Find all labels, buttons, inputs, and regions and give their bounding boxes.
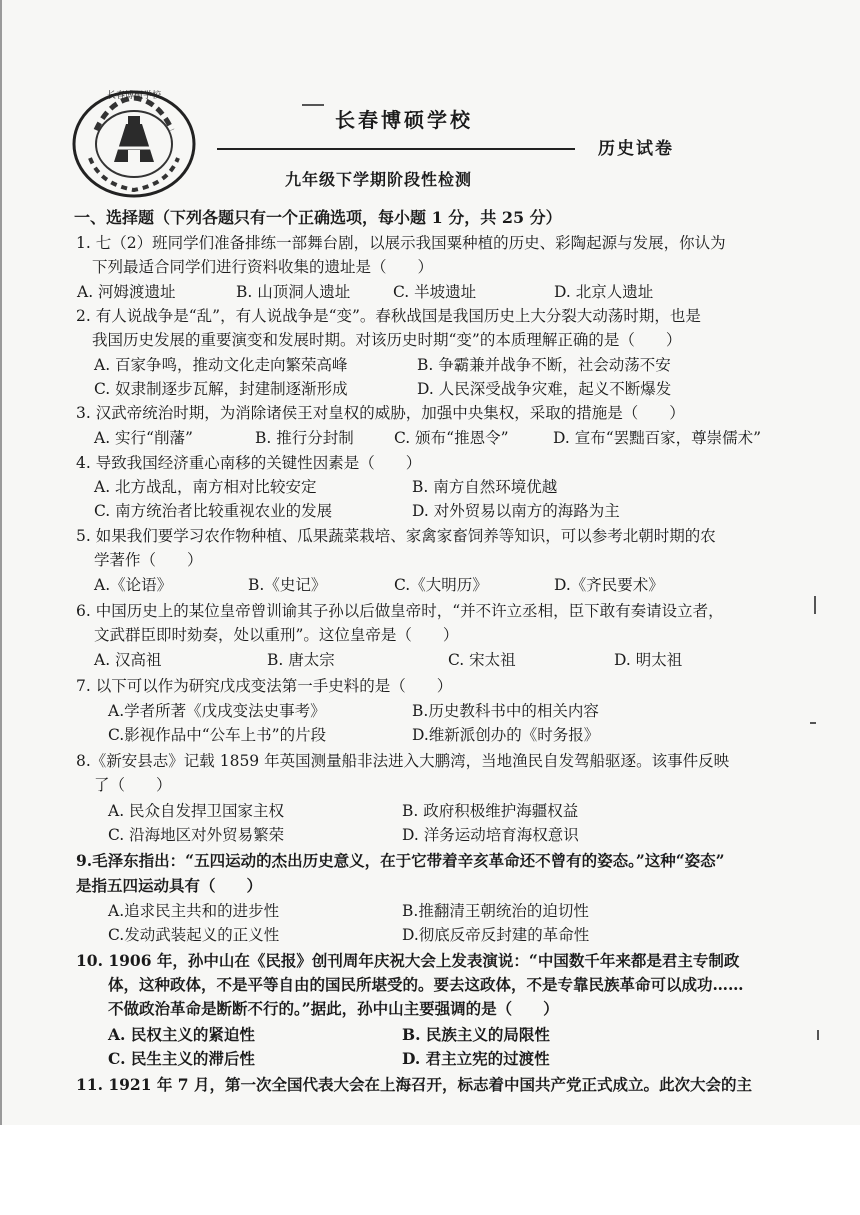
question-10-stem-line-2: 体，这种政体，不是平等自由的国民所堪受的。要去这政体，不是专靠民族革命可以成功…… bbox=[108, 975, 744, 994]
question-2-option-a: A. 百家争鸣，推动文化走向繁荣高峰 bbox=[94, 356, 348, 374]
question-5-stem-line-2: 学著作（ ） bbox=[94, 551, 203, 569]
question-1-option-d: D. 北京人遗址 bbox=[554, 283, 654, 301]
header-rule bbox=[217, 148, 575, 150]
question-5-option-b: B.《史记》 bbox=[248, 576, 327, 594]
question-1-stem-line-1: 1. 七（2）班同学们准备排练一部舞台剧，以展示我国粟种植的历史、彩陶起源与发展，你认为 bbox=[76, 234, 726, 252]
question-10-option-b: B. 民族主义的局限性 bbox=[402, 1025, 550, 1044]
section-heading: 一、选择题（下列各题只有一个正确选项，每小题 1 分，共 25 分） bbox=[74, 208, 562, 227]
paper-label: 历史试卷 bbox=[598, 139, 674, 159]
question-4-option-b: B. 南方自然环境优越 bbox=[412, 478, 558, 496]
question-6-stem-line-1: 6. 中国历史上的某位皇帝曾训谕其子孙以后做皇帝时，“并不许立丞相，臣下敢有奏请设立者， bbox=[76, 602, 724, 620]
question-6-option-a: A. 汉高祖 bbox=[94, 651, 162, 669]
question-9-option-a: A.追求民主共和的进步性 bbox=[108, 902, 280, 920]
scan-mark bbox=[817, 1030, 819, 1040]
question-6-option-c: C. 宋太祖 bbox=[448, 651, 516, 669]
question-1-stem-line-2: 下列最适合同学们进行资料收集的遗址是（ ） bbox=[92, 258, 434, 276]
question-9-option-d: D.彻底反帝反封建的革命性 bbox=[402, 926, 590, 944]
question-8-option-c: C. 沿海地区对外贸易繁荣 bbox=[108, 826, 285, 844]
question-3-option-a: A. 实行“削藩” bbox=[94, 429, 193, 447]
question-2-option-c: C. 奴隶制逐步瓦解，封建制逐渐形成 bbox=[94, 380, 348, 398]
question-7-option-b: B.历史教科书中的相关内容 bbox=[412, 702, 599, 720]
question-7-option-d: D.维新派创办的《时务报》 bbox=[412, 726, 600, 744]
question-3-option-c: C. 颁布“推恩令” bbox=[394, 429, 509, 447]
question-8-option-a: A. 民众自发捍卫国家主权 bbox=[108, 802, 285, 820]
question-11-stem: 11. 1921 年 7 月，第一次全国代表大会在上海召开，标志着中国共产党正式成立。此次大会的主 bbox=[76, 1075, 752, 1094]
question-6-option-b: B. 唐太宗 bbox=[267, 651, 335, 669]
question-6-stem-line-2: 文武群臣即时劾奏，处以重刑”。这位皇帝是（ ） bbox=[94, 626, 459, 644]
question-2-option-d: D. 人民深受战争灾难，起义不断爆发 bbox=[417, 380, 672, 398]
question-10-option-d: D. 君主立宪的过渡性 bbox=[402, 1049, 550, 1068]
question-8-option-b: B. 政府积极维护海疆权益 bbox=[402, 802, 579, 820]
header-dash bbox=[302, 104, 324, 106]
question-9-stem-line-2: 是指五四运动具有（ ） bbox=[76, 876, 263, 895]
question-3-option-b: B. 推行分封制 bbox=[255, 429, 354, 447]
question-2-stem-line-2: 我国历史发展的重要演变和发展时期。对该历史时期“变”的本质理解正确的是（ ） bbox=[92, 331, 682, 349]
question-5-option-d: D.《齐民要术》 bbox=[554, 576, 664, 594]
question-2-option-b: B. 争霸兼并战争不断，社会动荡不安 bbox=[417, 356, 671, 374]
school-seal-icon bbox=[70, 88, 198, 200]
question-4-option-a: A. 北方战乱，南方相对比较安定 bbox=[94, 478, 317, 496]
question-1-option-c: C. 半坡遗址 bbox=[393, 283, 477, 301]
question-4-option-d: D. 对外贸易以南方的海路为主 bbox=[412, 502, 620, 520]
question-1-option-a: A. 河姆渡遗址 bbox=[77, 283, 176, 301]
question-10-stem-line-3: 不做政治革命是断断不行的。”据此，孙中山主要强调的是（ ） bbox=[108, 999, 559, 1018]
question-10-option-a: A. 民权主义的紧迫性 bbox=[108, 1025, 255, 1044]
question-8-stem-line-2: 了（ ） bbox=[94, 776, 172, 794]
scan-mark bbox=[814, 596, 816, 614]
question-4-stem: 4. 导致我国经济重心南移的关键性因素是（ ） bbox=[76, 454, 422, 472]
question-9-option-b: B.推翻清王朝统治的迫切性 bbox=[402, 902, 589, 920]
question-5-option-a: A.《论语》 bbox=[94, 576, 173, 594]
question-9-option-c: C.发动武装起义的正义性 bbox=[108, 926, 280, 944]
question-2-stem-line-1: 2. 有人说战争是“乱”，有人说战争是“变”。春秋战国是我国历史上大分裂大动荡时期，也是 bbox=[76, 307, 701, 325]
question-5-stem-line-1: 5. 如果我们要学习农作物种植、瓜果蔬菜栽培、家禽家畜饲养等知识，可以参考北朝时期的农 bbox=[76, 527, 716, 545]
question-3-option-d: D. 宣布“罢黜百家，尊崇儒术” bbox=[553, 429, 762, 447]
page-bottom-margin bbox=[0, 1125, 860, 1215]
question-8-option-d: D. 洋务运动培育海权意识 bbox=[402, 826, 579, 844]
question-5-option-c: C.《大明历》 bbox=[394, 576, 488, 594]
question-7-stem: 7. 以下可以作为研究戊戌变法第一手史料的是（ ） bbox=[76, 677, 453, 695]
exam-subtitle: 九年级下学期阶段性检测 bbox=[285, 170, 473, 189]
question-10-option-c: C. 民生主义的滞后性 bbox=[108, 1049, 255, 1068]
scan-mark bbox=[810, 722, 816, 724]
question-8-stem-line-1: 8.《新安县志》记载 1859 年英国测量船非法进入大鹏湾，当地渔民自发驾船驱逐。该事件反映 bbox=[76, 752, 730, 770]
question-4-option-c: C. 南方统治者比较重视农业的发展 bbox=[94, 502, 333, 520]
question-6-option-d: D. 明太祖 bbox=[614, 651, 683, 669]
question-7-option-c: C.影视作品中“公车上书”的片段 bbox=[108, 726, 327, 744]
question-1-option-b: B. 山顶洞人遗址 bbox=[236, 283, 351, 301]
question-10-stem-line-1: 10. 1906 年，孙中山在《民报》创刊周年庆祝大会上发表演说：“中国数千年来都是君主专制政 bbox=[76, 951, 740, 970]
question-9-stem-line-1: 9.毛泽东指出：“五四运动的杰出历史意义，在于它带着辛亥革命还不曾有的姿态。”这种“姿态” bbox=[76, 851, 725, 870]
seal-text: 长春博硕学校 bbox=[106, 91, 162, 101]
school-name: 长春博硕学校 bbox=[335, 108, 473, 132]
question-3-stem: 3. 汉武帝统治时期，为消除诸侯王对皇权的威胁，加强中央集权，采取的措施是（ ） bbox=[76, 404, 685, 422]
question-7-option-a: A.学者所著《戊戌变法史事考》 bbox=[108, 702, 326, 720]
